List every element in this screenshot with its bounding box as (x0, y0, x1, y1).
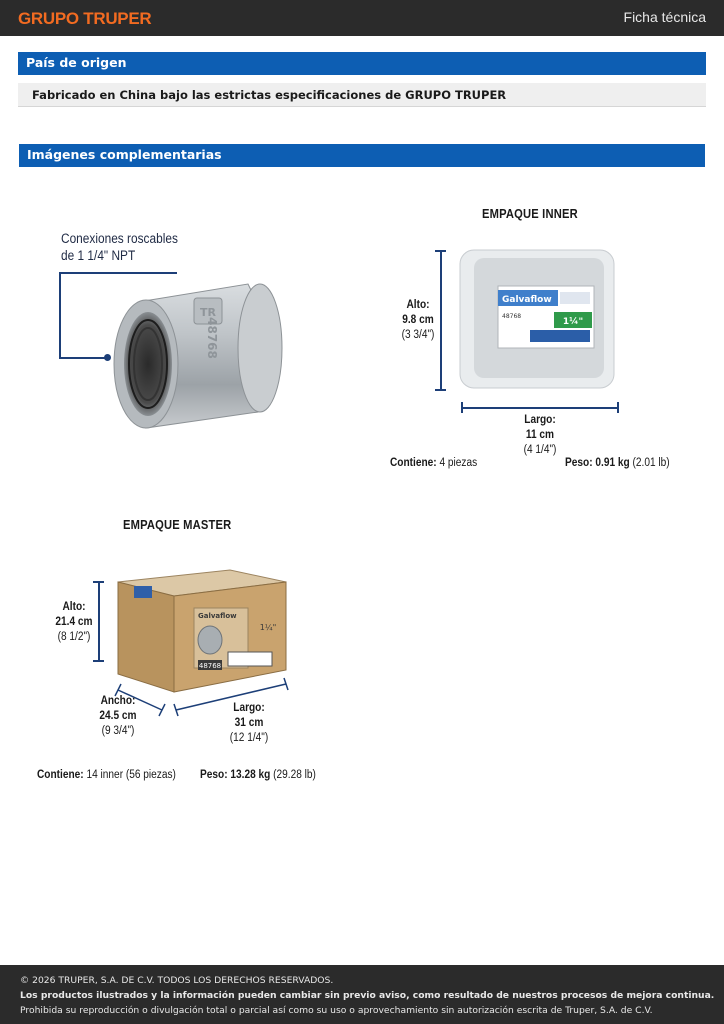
inner-length-line (461, 407, 618, 409)
section-images-title: Imágenes complementarias (19, 144, 705, 167)
svg-text:48768: 48768 (205, 317, 219, 359)
coupling-image (108, 276, 288, 436)
callout-line-top (59, 272, 177, 274)
footer-copyright: © 2026 TRUPER, S.A. DE C.V. TODOS LOS DERECHOS RESERVADOS. (20, 975, 334, 986)
inner-contains: Contiene: 4 piezas (390, 457, 478, 469)
footer (0, 965, 724, 1024)
bag-code-text: 48768 (502, 313, 522, 320)
master-length-label: Largo: 31 cm (12 1/4") (229, 702, 269, 744)
callout-line-bottom (59, 357, 107, 359)
product-callout-line1: Conexiones roscables (61, 231, 178, 246)
inner-weight: Peso: 0.91 kg (2.01 lb) (565, 457, 670, 469)
inner-pack-title: EMPAQUE INNER (482, 206, 578, 221)
master-height-tick-top (93, 581, 104, 583)
inner-length-label: Largo: 11 cm (4 1/4") (523, 414, 557, 456)
header-bar (0, 0, 724, 36)
master-weight: Peso: 13.28 kg (29.28 lb) (200, 769, 316, 781)
svg-text:Galvaflow: Galvaflow (198, 612, 237, 620)
master-height-line (98, 581, 100, 661)
inner-length-tick-left (461, 402, 463, 413)
section-origin-title: País de origen (18, 52, 706, 75)
footer-notice: Los productos ilustrados y la información pueden cambiar sin previo aviso, como resultado de nuestros procesos de mejora continua. (20, 990, 715, 1001)
product-callout-line2: de 1 1/4" NPT (61, 248, 136, 263)
callout-line-vertical (59, 272, 61, 358)
master-width-label: Ancho: 24.5 cm (9 3/4") (99, 695, 137, 737)
master-height-label: Alto: 21.4 cm (8 1/2") (55, 601, 93, 643)
bag-size-text: 1¼" (562, 317, 584, 327)
master-contains: Contiene: 14 inner (56 piezas) (37, 769, 176, 781)
inner-pack-image (456, 244, 620, 394)
origin-text: Fabricado en China bajo las estrictas especificaciones de GRUPO TRUPER (18, 83, 706, 107)
svg-text:TR: TR (200, 306, 216, 319)
box-size-text: 1¼" (259, 623, 277, 632)
brand-logo[interactable]: GRUPO TRUPER (18, 9, 152, 28)
inner-height-tick-bottom (435, 389, 446, 391)
document-type: Ficha técnica (623, 9, 706, 25)
bag-brand-text: Galvaflow (502, 295, 552, 305)
box-code-text: 48768 (198, 662, 222, 670)
master-pack-title: EMPAQUE MASTER (123, 517, 232, 532)
footer-prohibition: Prohibida su reproducción o divulgación total o parcial así como su uso o aprovechamiento sin autorización escrita de Truper, S.A. de C.V. (20, 1005, 653, 1016)
master-height-tick-bottom (93, 660, 104, 662)
inner-length-tick-right (617, 402, 619, 413)
inner-height-tick-top (435, 250, 446, 252)
inner-height-label: Alto: 9.8 cm (3 3/4") (401, 299, 435, 341)
